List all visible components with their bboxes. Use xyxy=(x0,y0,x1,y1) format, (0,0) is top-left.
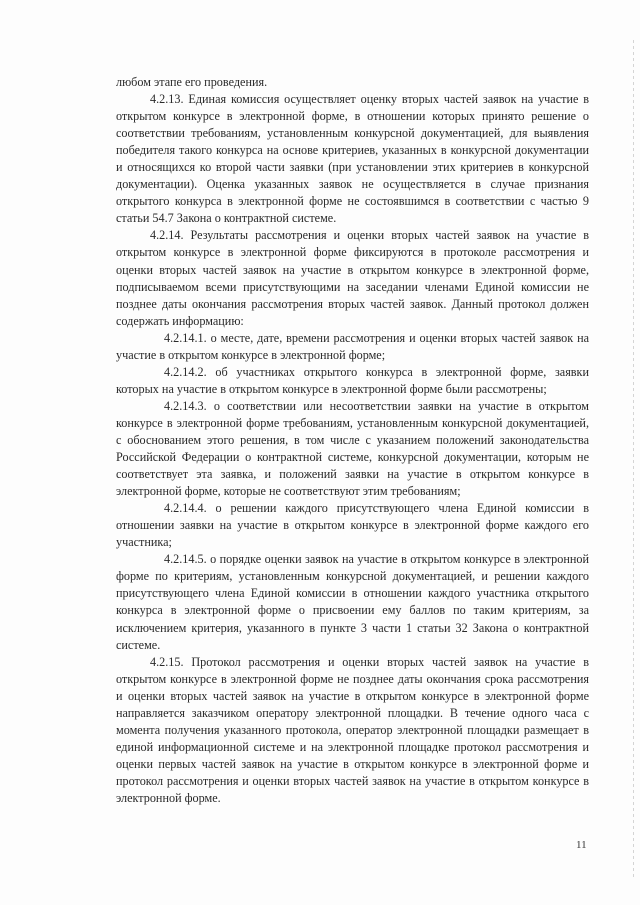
document-body xyxy=(116,74,589,807)
paragraph-4-2-13: 4.2.13. Единая комиссия осуществляет оценку вторых частей заявок на участие в открытом конкурсе в электронной форме, в отношении которых принято решение о соответствии требованиям, установленным конкурсной документацией, для выявления победителя такого конкурса на основе критериев, указанных в конкурсной документации и относящихся ко второй части заявки (при установлении этих критериев в конкурсной документации). Оценка указанных заявок не осуществляется в случае признания открытого конкурса в электронной форме не состоявшимся в соответствии с частью 9 статьи 54.7 Закона о контрактной системе. xyxy=(116,92,589,226)
paragraph-4-2-15: 4.2.15. Протокол рассмотрения и оценки вторых частей заявок на участие в открытом конкурсе в электронной форме не позднее даты окончания срока рассмотрения и оценки вторых частей заявок на участие в открытом конкурсе в электронной форме направляется заказчиком оператору электронной площадки. В течение одного часа с момента получения указанного протокола, оператор электронной площадки размещает в единой информационной системе и на электронной площадке протокол рассмотрения и оценки первых частей заявок на участие в открытом конкурсе в электронной форме и протокол рассмотрения и оценки вторых частей заявок на участие в открытом конкурсе в электронной форме. xyxy=(116,654,589,805)
paragraph-4-2-14-1: 4.2.14.1. о месте, дате, времени рассмотрения и оценки вторых частей заявок на участие в открытом конкурсе в электронной форме; xyxy=(116,330,589,362)
scan-edge-artifact xyxy=(633,40,634,880)
paragraph-4-2-14: 4.2.14. Результаты рассмотрения и оценки вторых частей заявок на участие в открытом конкурсе в электронной форме фиксируются в протоколе рассмотрения и оценки вторых частей заявок на участие в открытом конкурсе в электронной форме, подписываемом всеми присутствующими на заседании членами Единой комиссии не позднее даты окончания рассмотрения вторых частей заявок. Данный протокол должен содержать информацию: xyxy=(116,228,589,328)
paragraph-intro: любом этапе его проведения. xyxy=(116,75,268,89)
page-number: 11 xyxy=(576,839,587,851)
paragraph-4-2-14-3: 4.2.14.3. о соответствии или несоответствии заявки на участие в открытом конкурсе в электронной форме требованиям, установленным конкурсной документацией, с обоснованием этого решения, в том числе с указанием положений законодательства Российской Федерации о контрактной системе, конкурсной документации, которым не соответствует эта заявка, и положений заявки на участие в открытом конкурсе в электронной форме, которые не соответствуют этим требованиям; xyxy=(116,398,589,499)
paragraph-4-2-14-4: 4.2.14.4. о решении каждого присутствующего члена Единой комиссии в отношении заявки на участие в открытом конкурсе в электронной форме каждого его участника; xyxy=(116,501,589,550)
paragraph-4-2-14-2: 4.2.14.2. об участниках открытого конкурса в электронной форме, заявки которых на участие в открытом конкурсе в электронной форме были рассмотрены; xyxy=(116,364,589,396)
paragraph-4-2-14-5: 4.2.14.5. о порядке оценки заявок на участие в открытом конкурсе в электронной форме по критериям, установленным конкурсной документацией, и решении каждого присутствующего члена Единой комиссии в отношении каждого участника открытого конкурса в электронной форме о присвоении ему баллов по таким критериям, за исключением критерия, указанного в пункте 3 части 1 статьи 32 Закона о контрактной системе. xyxy=(116,552,589,652)
